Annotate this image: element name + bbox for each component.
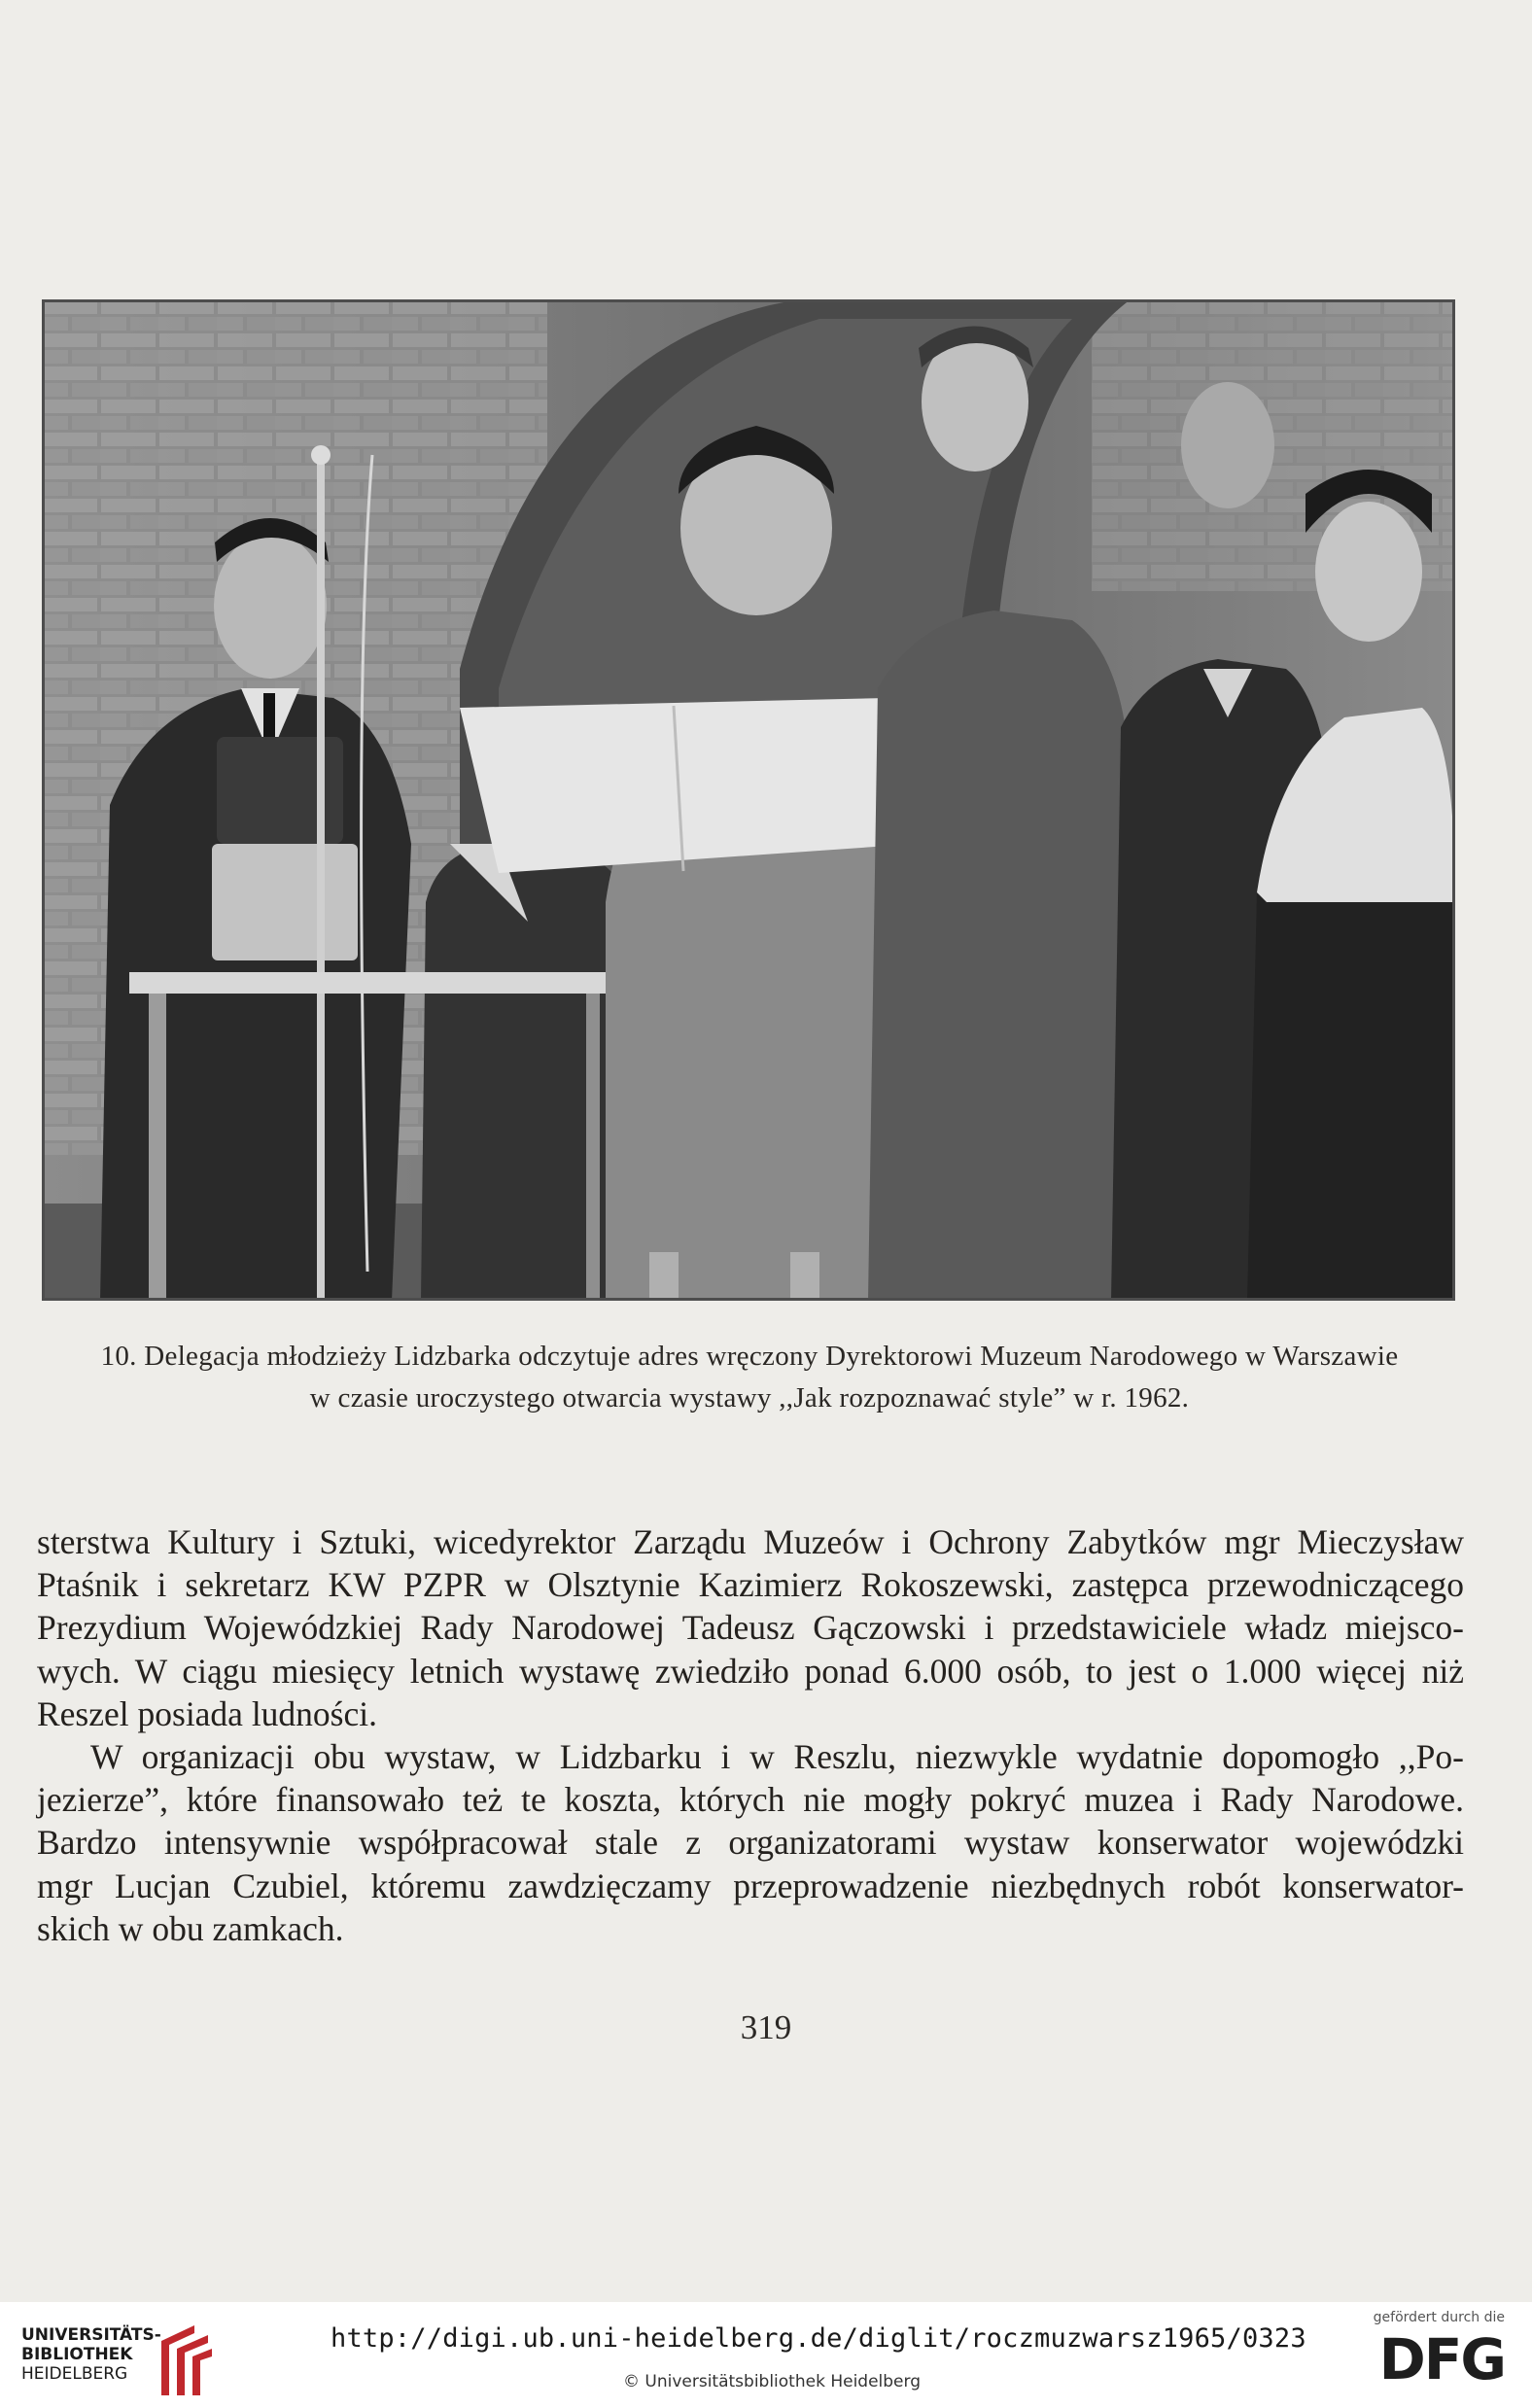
library-name-line: HEIDELBERG	[21, 2364, 128, 2384]
photo-illustration	[42, 299, 1455, 1301]
source-url-link[interactable]: http://digi.ub.uni-heidelberg.de/diglit/roczmuzwarsz1965/0323	[331, 2323, 1306, 2354]
copyright-text: © Universitätsbibliothek Heidelberg	[622, 2372, 921, 2391]
body-line: W organizacji obu wystaw, w Lidzbarku i w Reszlu, niezwykle wydatnie dopomogło ,,Po-	[90, 1736, 1464, 1776]
body-line: Prezydium Wojewódzkiej Rady Narodowej Tadeusz Gączowski i przedstawiciele władz miejsco-	[37, 1608, 1464, 1648]
body-line: Reszel posiada ludności.	[37, 1693, 377, 1733]
library-name-line: BIBLIOTHEK	[21, 2345, 133, 2364]
figure-caption	[29, 1336, 1470, 1419]
photograph	[42, 299, 1455, 1301]
body-line: Bardzo intensywnie współpracował stale z organizatorami wystaw konserwator wojewódzki	[37, 1823, 1464, 1863]
body-text	[37, 1520, 1464, 1950]
funding-label: gefördert durch die	[1373, 2310, 1505, 2325]
caption-line: w czasie uroczystego otwarcia wystawy ,,Jak rozpoznawać style” w r. 1962.	[309, 1382, 1190, 1413]
library-name-line: UNIVERSITÄTS-	[21, 2325, 161, 2345]
body-line: mgr Lucjan Czubiel, któremu zawdzięczamy przeprowadzenie niezbędnych robót konserwator-	[37, 1866, 1464, 1905]
caption-line: 10. Delegacja młodzieży Lidzbarka odczytuje adres wręczony Dyrektorowi Muzeum Narodowego w Warszawie	[100, 1341, 1399, 1372]
body-line: wych. W ciągu miesięcy letnich wystawę zwiedziło ponad 6.000 osób, to jest o 1.000 więcej niż	[37, 1651, 1464, 1691]
body-line: sterstwa Kultury i Sztuki, wicedyrektor Zarządu Muzeów i Ochrony Zabytków mgr Mieczysław	[37, 1522, 1464, 1561]
page-number: 319	[740, 2008, 792, 2046]
footer-bar	[0, 2302, 1532, 2408]
body-line: jezierze”, które finansowało też te koszta, których nie mogły pokryć muzea i Rady Narodowe.	[37, 1780, 1464, 1820]
dfg-logo-icon: DFG	[1378, 2326, 1505, 2392]
dfg-logo[interactable]	[1359, 2310, 1505, 2391]
body-line: Ptaśnik i sekretarz KW PZPR w Olsztynie Kazimierz Rokoszewski, zastępca przewodniczącego	[37, 1565, 1464, 1605]
body-line: skich w obu zamkach.	[37, 1908, 344, 1948]
